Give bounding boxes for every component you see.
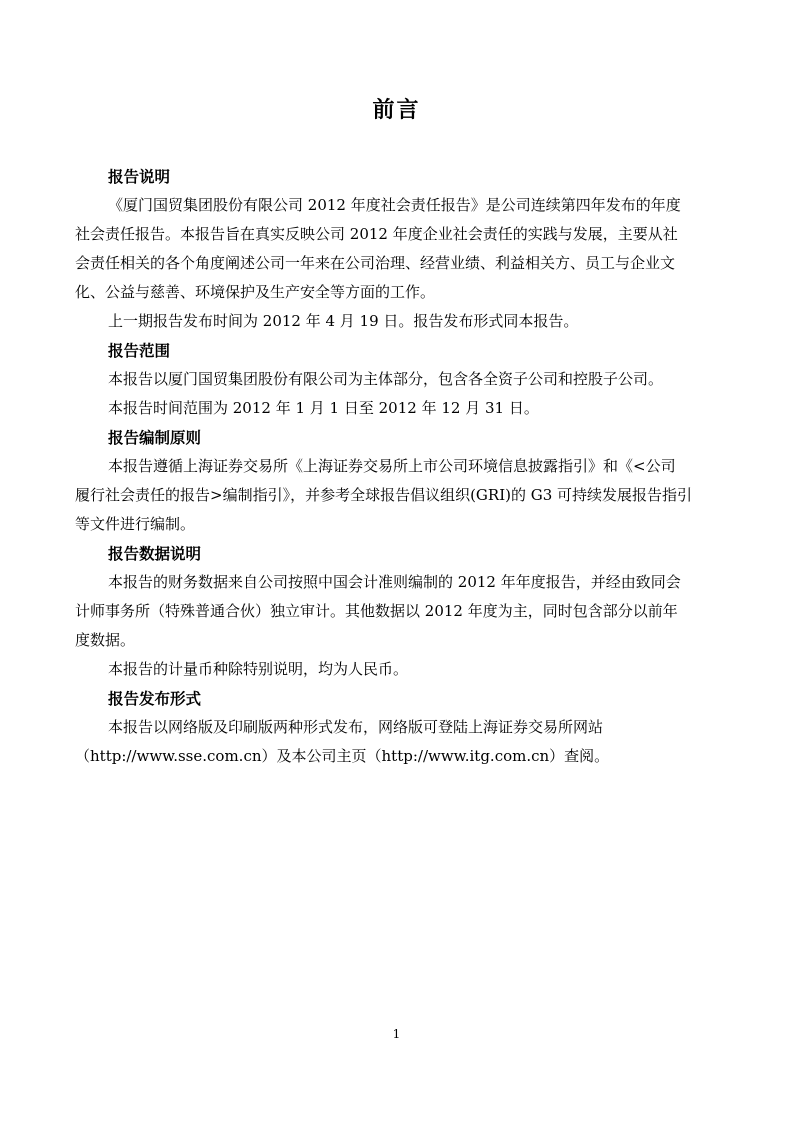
paragraph-line: 上一期报告发布时间为 2012 年 4 月 19 日。报告发布形式同本报告。 <box>108 312 579 330</box>
paragraph-line: 《厦门国贸集团股份有限公司 2012 年度社会责任报告》是公司连续第四年发布的年度 <box>108 196 681 214</box>
section-heading-data-description: 报告数据说明 <box>108 544 202 563</box>
paragraph-line: 本报告以网络版及印刷版两种形式发布，网络版可登陆上海证券交易所网站 <box>108 718 604 736</box>
paragraph-line: 本报告的财务数据来自公司按照中国会计准则编制的 2012 年年度报告，并经由致同会 <box>108 573 681 591</box>
section-heading-publication-form: 报告发布形式 <box>108 689 202 708</box>
paragraph-line: 本报告以厦门国贸集团股份有限公司为主体部分，包含各全资子公司和控股子公司。 <box>108 370 664 388</box>
section-heading-compilation-principles: 报告编制原则 <box>108 428 202 447</box>
paragraph-line: （http://www.sse.com.cn）及本公司主页（http://www.itg.com.cn）查阅。 <box>75 747 610 765</box>
paragraph-line: 履行社会责任的报告>编制指引》，并参考全球报告倡议组织(GRI)的 G3 可持续发展报告指引 <box>75 486 693 504</box>
document-body <box>75 162 721 771</box>
paragraph-line: 本报告时间范围为 2012 年 1 月 1 日至 2012 年 12 月 31 日。 <box>108 399 539 417</box>
paragraph-line: 本报告的计量币种除特别说明，均为人民币。 <box>108 660 409 678</box>
paragraph-line: 等文件进行编制。 <box>75 515 196 533</box>
paragraph-line: 本报告遵循上海证券交易所《上海证券交易所上市公司环境信息披露指引》和《<公司 <box>108 457 676 475</box>
section-heading-report-description: 报告说明 <box>108 167 171 186</box>
paragraph-line: 社会责任报告。本报告旨在真实反映公司 2012 年度企业社会责任的实践与发展，主要从社 <box>75 225 678 243</box>
page-title: 前言 <box>372 97 421 123</box>
paragraph-line: 度数据。 <box>75 631 136 649</box>
section-heading-report-scope: 报告范围 <box>108 341 171 360</box>
paragraph-line: 计师事务所（特殊普通合伙）独立审计。其他数据以 2012 年度为主，同时包含部分以前年 <box>75 602 678 620</box>
paragraph-line: 化、公益与慈善、环境保护及生产安全等方面的工作。 <box>75 283 436 301</box>
paragraph-line: 会责任相关的各个角度阐述公司一年来在公司治理、经营业绩、利益相关方、员工与企业文 <box>75 254 676 272</box>
page-number: 1 <box>392 1027 401 1041</box>
